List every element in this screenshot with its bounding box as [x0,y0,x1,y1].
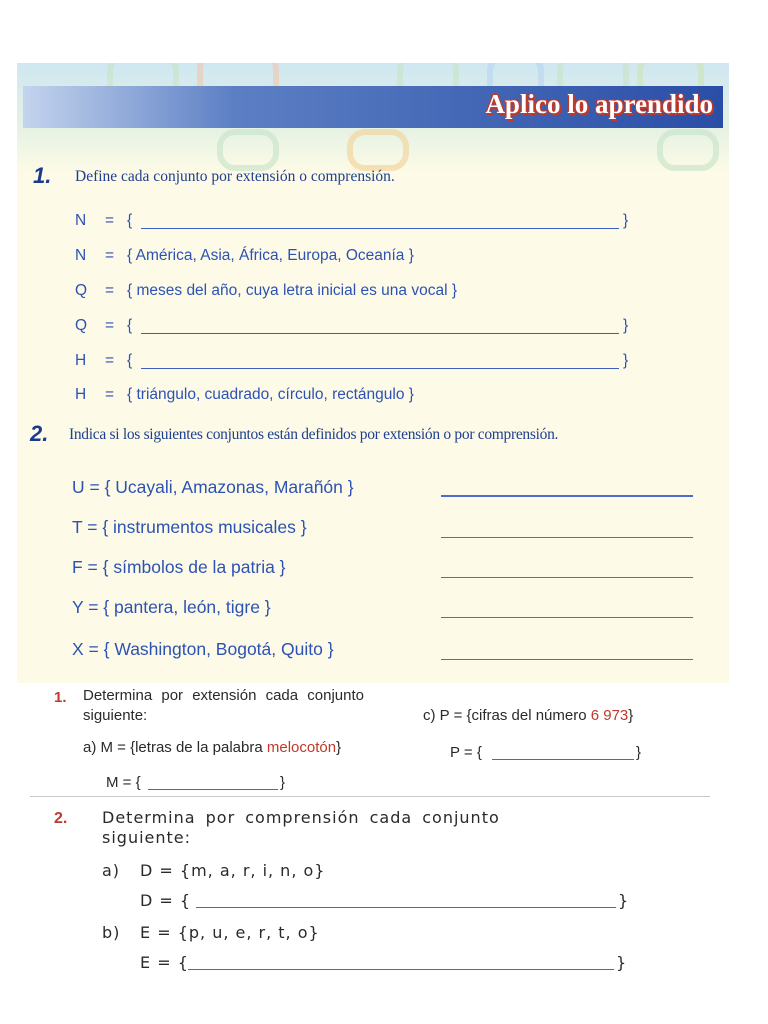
answer-line[interactable] [441,617,693,618]
q2-instruction-line1: Determina por comprensión cada conjunto [102,808,500,827]
q1-a-statement [83,739,341,756]
set-definition: F = { símbolos de la patria } [72,557,286,577]
q1-a-answer-close: } [280,774,286,791]
q1-c-answer-line[interactable] [492,759,634,760]
answer-line[interactable] [441,659,693,660]
q2-b-answer-line[interactable] [188,969,614,970]
set-extension: { triángulo, cuadrado, círculo, rectángulo } [127,386,414,403]
q2-a-answer-close: } [618,891,630,910]
q2-instruction-line2: siguiente: [102,828,192,847]
exercise-1-number: 1. [33,163,52,188]
set-row [75,247,635,267]
q2-b-statement: E = {p, u, e, r, t, o} [140,923,320,942]
set-label: H [75,386,87,403]
q1-a-answer-line[interactable] [148,789,278,790]
equals-sign: = [105,212,115,229]
set-row [75,282,635,302]
answer-blank[interactable] [141,317,619,334]
equals-sign: = [105,352,115,369]
set-definition: T = { instrumentos musicales } [72,517,307,537]
equals-sign: = [105,317,115,334]
answer-line[interactable] [441,577,693,578]
set-row [75,212,635,232]
decorative-shape [347,129,409,171]
q1-instruction-line1: Determina por extensión cada conjunto [83,687,364,704]
set-definition: X = { Washington, Bogotá, Quito } [72,639,334,659]
q2-b-answer-open: E = { [140,953,189,972]
q1-instruction-line2: siguiente: [83,707,148,724]
q1-c-statement [423,707,633,724]
section-divider [30,796,710,797]
q2-b-label: b) [102,923,121,942]
set-definition: U = { Ucayali, Amazonas, Marañón } [72,477,354,497]
exercise-2-instruction: Indica si los siguientes conjuntos están definidos por extensión o por comprensión. [69,426,559,443]
set-label: Q [75,317,88,334]
q2-b-answer-close: } [616,953,628,972]
answer-line[interactable] [441,537,693,538]
answer-line[interactable] [441,495,693,497]
answer-blank[interactable] [141,212,619,229]
q1-number: 1. [54,689,67,706]
q2-number: 2. [54,810,68,827]
worksheet-panel [17,63,729,683]
decorative-shape [217,129,279,171]
equals-sign: = [105,282,115,299]
q1-a-prefix: a) M = {letras de la palabra [83,739,267,756]
answer-blank[interactable] [141,352,619,369]
q2-a-answer-line[interactable] [196,907,616,908]
q1-c-prefix: c) P = {cifras del número [423,707,591,724]
set-close: } [623,317,629,334]
q1-c-number: 6 973 [590,707,629,724]
q1-a-answer-open: M = { [106,774,141,791]
set-label: N [75,212,87,229]
set-open: { [127,317,133,334]
set-row [75,352,635,372]
set-close: } [623,352,629,369]
set-open: { [127,352,133,369]
q1-a-suffix: } [336,739,342,756]
exercise-1-instruction: Define cada conjunto por extensión o comprensión. [75,168,395,185]
scanned-exercises [30,683,730,983]
set-open: { [127,212,133,229]
header-banner [23,86,723,128]
q1-c-suffix: } [628,707,634,724]
q2-a-statement: D = {m, a, r, i, n, o} [140,861,326,880]
equals-sign: = [105,386,115,403]
q2-a-answer-open: D = { [140,891,192,910]
set-label: N [75,247,87,264]
q1-a-word: melocotón [266,739,337,756]
equals-sign: = [105,247,115,264]
set-definition: Y = { pantera, león, tigre } [72,597,271,617]
section-title: Aplico lo aprendido [485,89,713,119]
q1-c-answer-close: } [636,744,642,761]
set-comprehension: { meses del año, cuya letra inicial es una vocal } [127,282,457,299]
set-row [75,386,635,406]
q1-c-answer-open: P = { [450,744,482,761]
set-label: H [75,352,87,369]
decorative-shape [657,129,719,171]
set-close: } [623,212,629,229]
set-label: Q [75,282,88,299]
set-row [75,317,635,337]
q2-a-label: a) [102,861,121,880]
set-extension: { América, Asia, África, Europa, Oceanía } [127,247,414,264]
exercise-2-number: 2. [30,421,49,446]
